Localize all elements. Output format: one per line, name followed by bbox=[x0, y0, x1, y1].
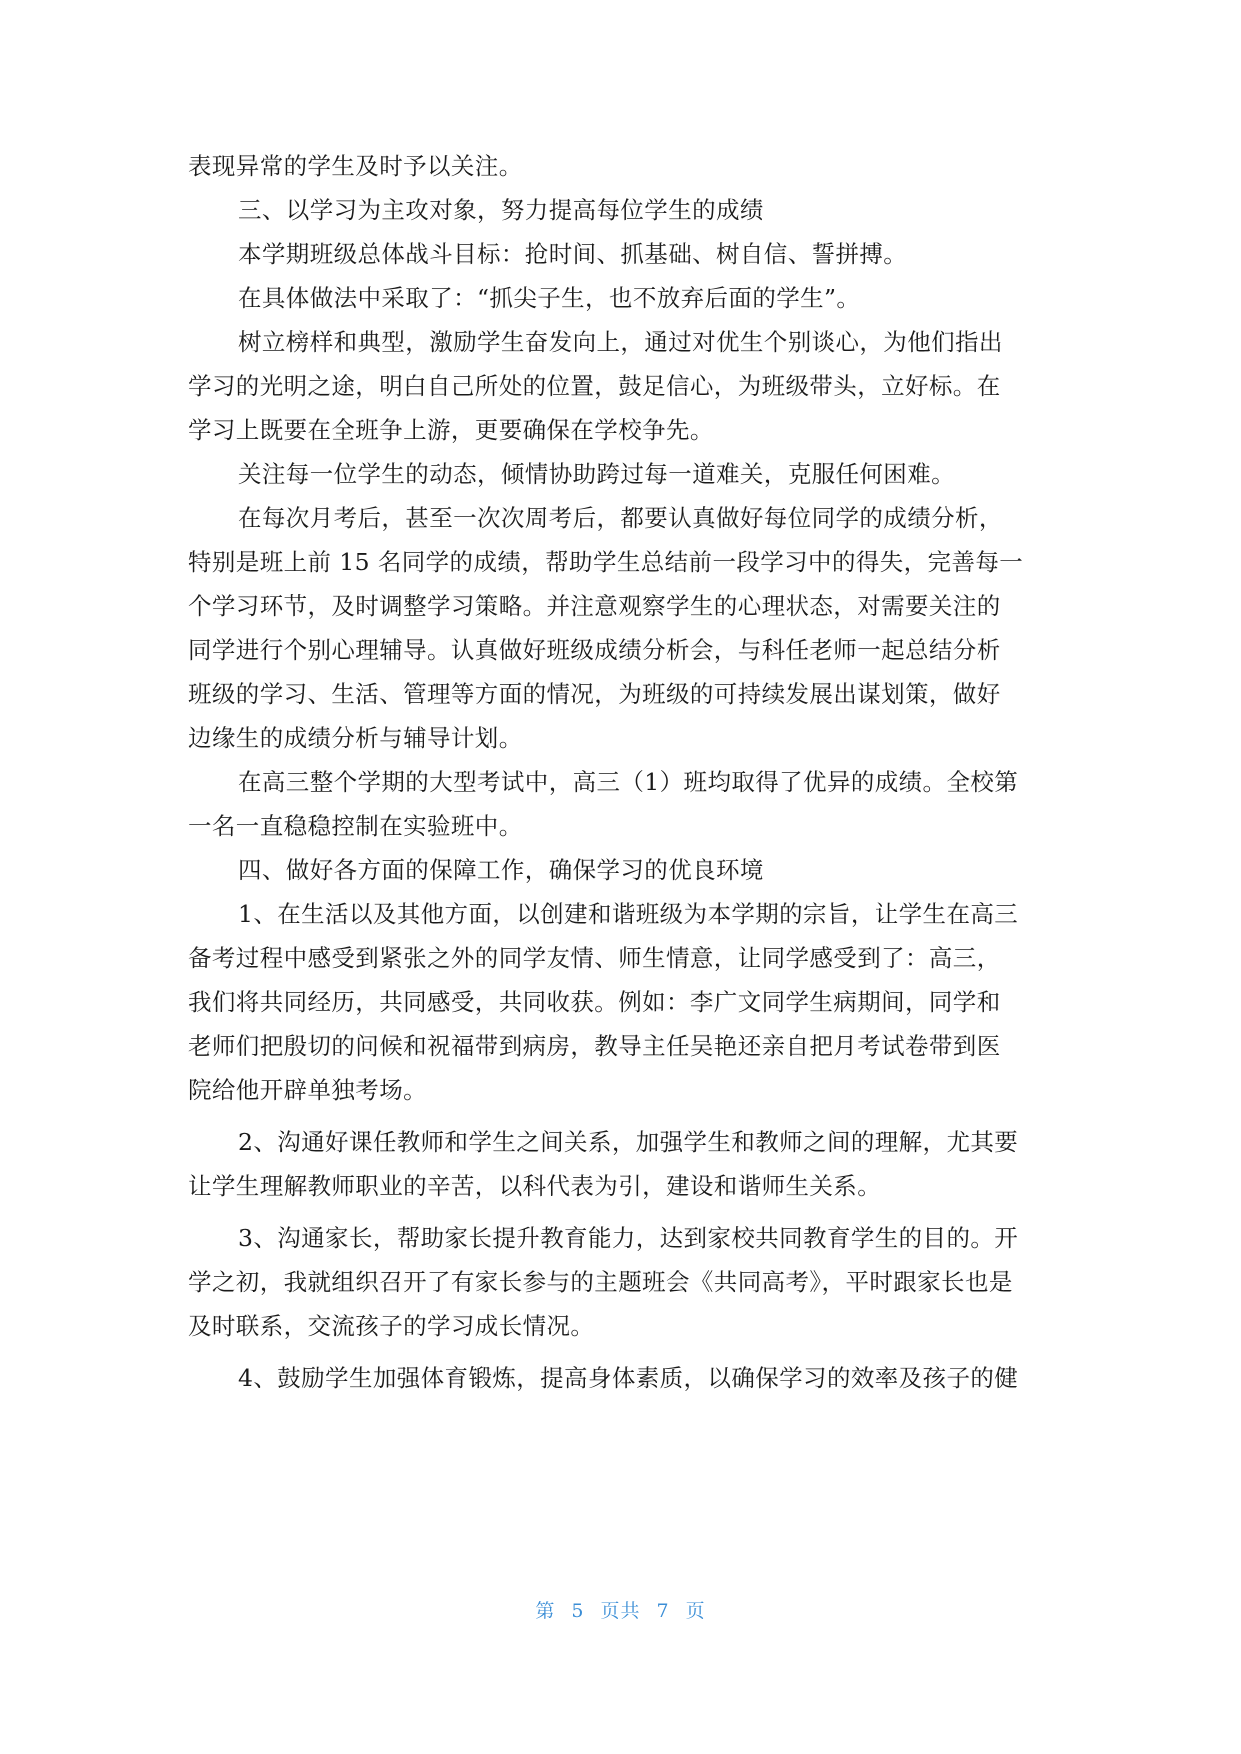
footer-prefix: 第 bbox=[535, 1600, 556, 1622]
body-line: 个学习环节，及时调整学习策略。并注意观察学生的心理状态，对需要关注的 bbox=[188, 592, 1001, 620]
page-footer bbox=[0, 1598, 1241, 1624]
body-line: 在高三整个学期的大型考试中，高三（1）班均取得了优异的成绩。全校第 bbox=[238, 768, 1019, 796]
body-line: 院给他开辟单独考场。 bbox=[188, 1076, 427, 1104]
body-line: 学之初，我就组织召开了有家长参与的主题班会《共同高考》，平时跟家长也是 bbox=[188, 1268, 1013, 1296]
body-line: 及时联系，交流孩子的学习成长情况。 bbox=[188, 1312, 595, 1340]
footer-suffix: 页 bbox=[685, 1600, 706, 1622]
body-line: 在每次月考后，甚至一次次周考后，都要认真做好每位同学的成绩分析， bbox=[238, 504, 1003, 532]
footer-middle: 页共 bbox=[600, 1600, 641, 1622]
body-line: 一名一直稳稳控制在实验班中。 bbox=[188, 812, 523, 840]
body-line: 表现异常的学生及时予以关注。 bbox=[188, 152, 523, 180]
section-heading: 三、以学习为主攻对象，努力提高每位学生的成绩 bbox=[238, 196, 764, 224]
footer-current-page: 5 bbox=[571, 1600, 585, 1622]
body-line: 老师们把殷切的问候和祝福带到病房，教导主任吴艳还亲自把月考试卷带到医 bbox=[188, 1032, 1001, 1060]
body-line: 让学生理解教师职业的辛苦，以科代表为引，建设和谐师生关系。 bbox=[188, 1172, 882, 1200]
body-line: 本学期班级总体战斗目标：抢时间、抓基础、树自信、誓拼搏。 bbox=[238, 240, 908, 268]
body-line: 树立榜样和典型，激励学生奋发向上，通过对优生个别谈心，为他们指出 bbox=[238, 328, 1003, 356]
body-line: 同学进行个别心理辅导。认真做好班级成绩分析会，与科任老师一起总结分析 bbox=[188, 636, 1001, 664]
body-line: 在具体做法中采取了：“抓尖子生，也不放弃后面的学生”。 bbox=[238, 284, 861, 312]
body-line: 2、沟通好课任教师和学生之间关系，加强学生和教师之间的理解，尤其要 bbox=[238, 1128, 1019, 1156]
body-line: 3、沟通家长，帮助家长提升教育能力，达到家校共同教育学生的目的。开 bbox=[238, 1224, 1019, 1252]
body-line: 边缘生的成绩分析与辅导计划。 bbox=[188, 724, 523, 752]
body-line: 4、鼓励学生加强体育锻炼，提高身体素质，以确保学习的效率及孩子的健 bbox=[238, 1364, 1019, 1392]
body-line: 备考过程中感受到紧张之外的同学友情、师生情意，让同学感受到了：高三， bbox=[188, 944, 1001, 972]
section-heading: 四、做好各方面的保障工作，确保学习的优良环境 bbox=[238, 856, 764, 884]
body-line: 关注每一位学生的动态，倾情协助跨过每一道难关，克服任何困难。 bbox=[238, 460, 955, 488]
body-line: 1、在生活以及其他方面，以创建和谐班级为本学期的宗旨，让学生在高三 bbox=[238, 900, 1019, 928]
body-line: 学习上既要在全班争上游，更要确保在学校争先。 bbox=[188, 416, 714, 444]
body-line: 学习的光明之途，明白自己所处的位置，鼓足信心，为班级带头，立好标。在 bbox=[188, 372, 1001, 400]
body-line: 特别是班上前 15 名同学的成绩，帮助学生总结前一段学习中的得失，完善每一 bbox=[188, 548, 1024, 576]
body-line: 我们将共同经历，共同感受，共同收获。例如：李广文同学生病期间，同学和 bbox=[188, 988, 1001, 1016]
body-line: 班级的学习、生活、管理等方面的情况，为班级的可持续发展出谋划策，做好 bbox=[188, 680, 1001, 708]
footer-total-pages: 7 bbox=[656, 1600, 670, 1622]
